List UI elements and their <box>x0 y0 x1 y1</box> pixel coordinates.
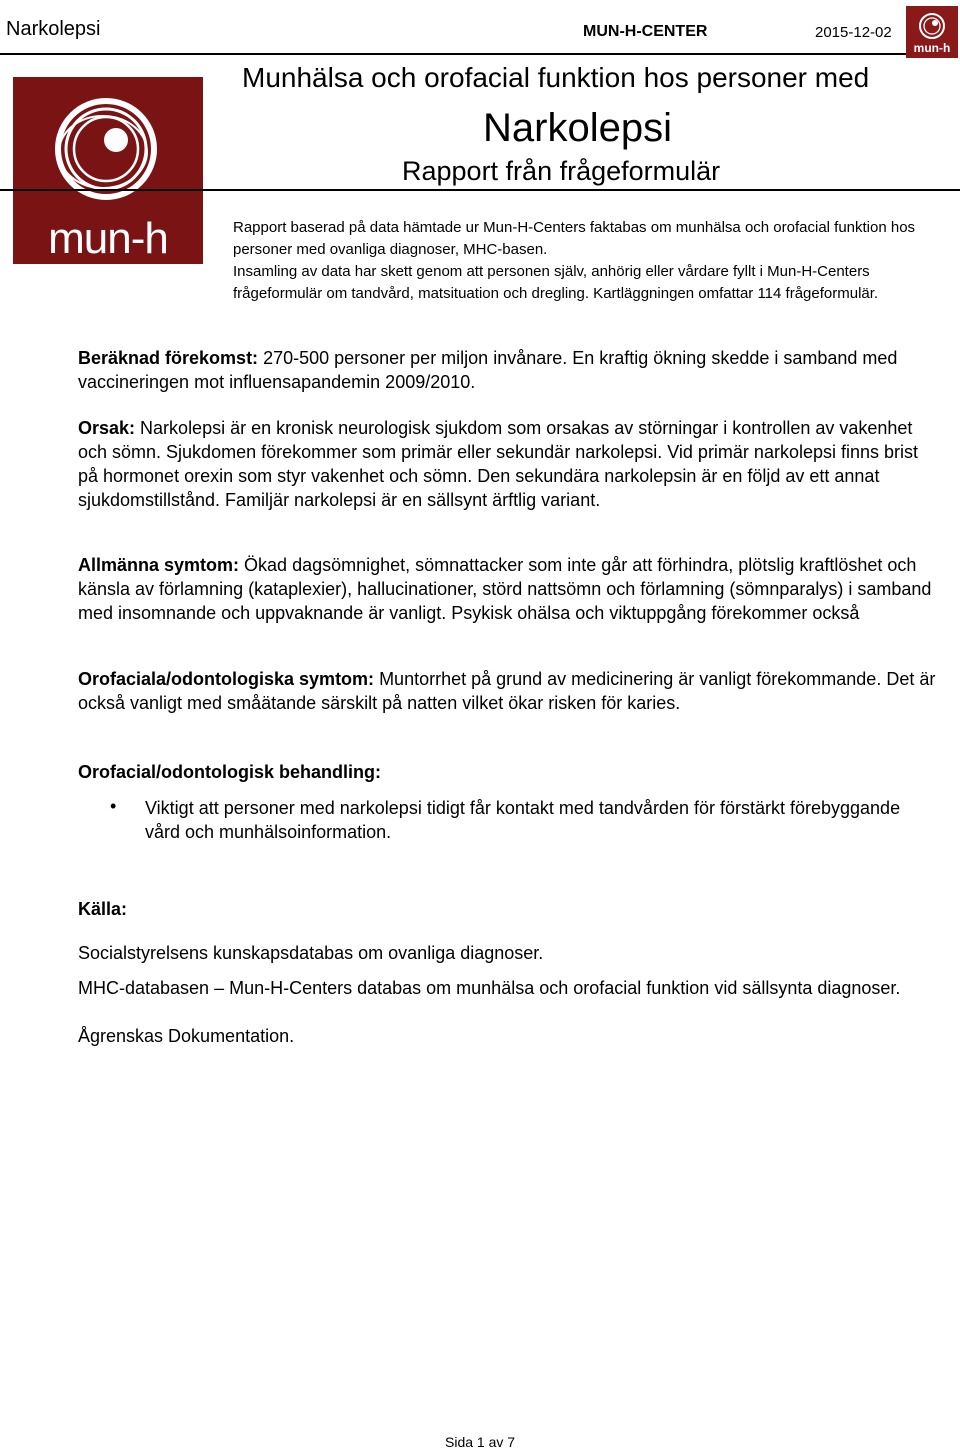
section-source <box>78 897 938 921</box>
logo-swirl-icon <box>906 6 958 46</box>
source-1: Socialstyrelsens kunskapsdatabas om ovanliga diagnoser. <box>78 943 544 963</box>
treatment-label: Orofacial/odontologisk behandling: <box>78 762 382 782</box>
source-3: Ågrenskas Dokumentation. <box>78 1026 295 1046</box>
prevalence-label: Beräknad förekomst: <box>78 348 259 368</box>
symptoms-label: Allmänna symtom: <box>78 555 240 575</box>
intro-paragraph-2: Insamling av data har skett genom att personen själv, anhörig eller vårdare fyllt i Mun-H-Centers frågeformulär om tandvård, matsituation och dregling. Kartläggningen omfattar 114 frågeformulär. <box>233 263 879 302</box>
logo-swirl-icon <box>13 77 203 217</box>
title-divider <box>0 189 960 191</box>
oral-text: Muntorrhet på grund av medicinering är vanligt förekommande. Det är också vanligt med småätande särskilt på natten vilket ökar risken för karies. <box>78 669 936 713</box>
page-number: Sida 1 av 7 <box>445 1434 516 1450</box>
header-date: 2015-12-02 <box>815 24 892 41</box>
header-logo-text: mun-h <box>913 41 951 55</box>
treatment-bullet: Viktigt att personer med narkolepsi tidigt får kontakt med tandvården för förstärkt förebyggande vård och munhälsoinformation. <box>145 798 901 842</box>
section-general-symptoms <box>78 553 938 625</box>
section-treatment <box>78 760 938 784</box>
symptoms-text: Ökad dagsömnighet, sömnattacker som inte går att förhindra, plötslig kraftlöshet och känsla av förlamning (kataplexier), hallucinationer, störd nattsömn och förlamning (sömnparalys) i samband med insomnande och uppvaknande är vanligt. Psykisk ohälsa och viktuppgång förekommer också <box>78 555 932 623</box>
header-logo <box>906 6 958 58</box>
section-prevalence <box>78 346 938 394</box>
mun-h-logo <box>13 77 203 264</box>
oral-label: Orofaciala/odontologiska symtom: <box>78 669 375 689</box>
source-label: Källa: <box>78 899 128 919</box>
header-divider <box>0 53 906 55</box>
intro-block <box>233 217 943 305</box>
title-line-1: Munhälsa och orofacial funktion hos personer med <box>242 62 870 93</box>
header-organization: MUN-H-CENTER <box>583 23 708 40</box>
title-subtitle: Rapport från frågeformulär <box>402 156 721 186</box>
source-2: MHC-databasen – Mun-H-Centers databas om munhälsa och orofacial funktion vid sällsynta diagnoser. <box>78 978 901 998</box>
prevalence-text: 270-500 personer per miljon invånare. En kraftig ökning skedde i samband med vaccineringen mot influensapandemin 2009/2010. <box>78 348 898 392</box>
cause-text: Narkolepsi är en kronisk neurologisk sjukdom som orsakas av störningar i kontrollen av vakenhet och sömn. Sjukdomen förekommer som primär eller sekundär narkolepsi. Vid primär narkolepsi finns brist på hormonet orexin som styr vakenhet och sömn. Den sekundära narkolepsin är en följd av ett annat sjukdomstillstånd. Familjär narkolepsi är en sällsynt ärftlig variant. <box>78 418 919 510</box>
section-oral-symptoms <box>78 667 938 715</box>
bullet-icon: • <box>110 796 117 816</box>
logo-wordmark: mun-h <box>48 214 168 263</box>
cause-label: Orsak: <box>78 418 136 438</box>
header-document-title: Narkolepsi <box>6 18 101 40</box>
title-diagnosis: Narkolepsi <box>483 106 672 150</box>
section-cause <box>78 416 938 512</box>
intro-paragraph-1: Rapport baserad på data hämtade ur Mun-H-Centers faktabas om munhälsa och orofacial funktion hos personer med ovanliga diagnoser, MHC-basen. <box>233 219 916 258</box>
